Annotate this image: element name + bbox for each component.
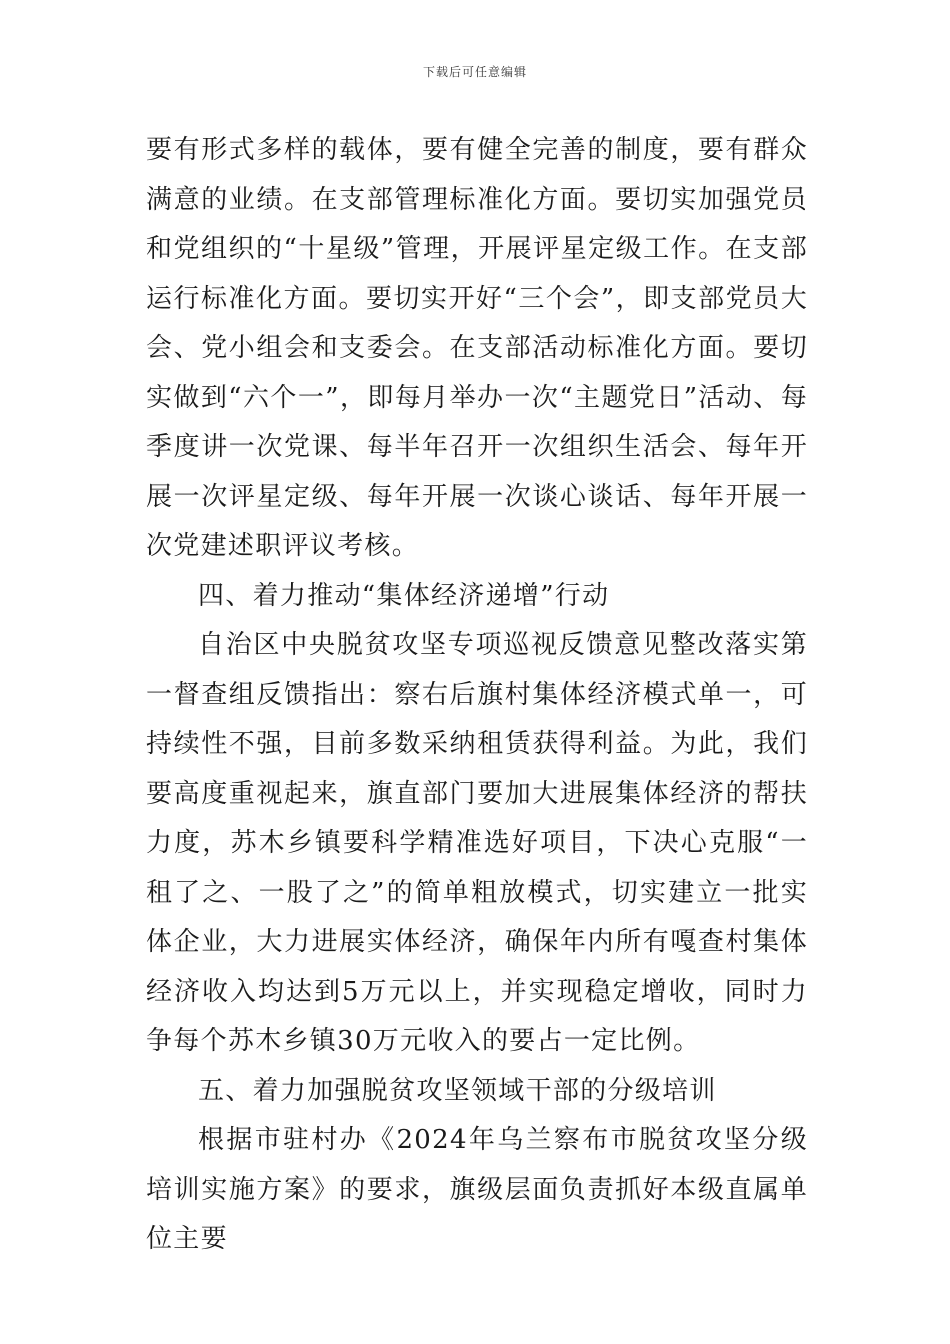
paragraph-training: 根据市驻村办《2024年乌兰察布市脱贫攻坚分级培训实施方案》的要求，旗级层面负责抓好本级直属单位主要 bbox=[146, 1125, 808, 1254]
section-heading-five: 五、着力加强脱贫攻坚领域干部的分级培训 bbox=[198, 1075, 717, 1106]
section-heading-four: 四、着力推动“集体经济递增”行动 bbox=[198, 580, 610, 611]
paragraph-continuation: 要有形式多样的载体，要有健全完善的制度，要有群众满意的业绩。在支部管理标准化方面。要切实加强党员和党组织的“十星级”管理，开展评星定级工作。在支部运行标准化方面。要切实开好“三个会”，即支部党员大会、党小组会和支委会。在支部活动标准化方面。要切实做到“六个一”，即每月举办一次“主题党日”活动、每季度讲一次党课、每半年召开一次组织生活会、每年开展一次评星定级、每年开展一次谈心谈话、每年开展一次党建述职评议考核。 bbox=[146, 135, 808, 561]
page-header: 下载后可任意编辑 bbox=[422, 65, 527, 79]
document-body bbox=[146, 126, 808, 1265]
paragraph-collective-economy: 自治区中央脱贫攻坚专项巡视反馈意见整改落实第一督查组反馈指出：察右后旗村集体经济模式单一，可持续性不强，目前多数采纳租赁获得利益。为此，我们要高度重视起来，旗直部门要加大进展集体经济的帮扶力度，苏木乡镇要科学精准选好项目，下决心克服“一租了之、一股了之”的简单粗放模式，切实建立一批实体企业，大力进展实体经济，确保年内所有嘎查村集体经济收入均达到5万元以上，并实现稳定增收，同时力争每个苏木乡镇30万元收入的要占一定比例。 bbox=[146, 630, 808, 1056]
